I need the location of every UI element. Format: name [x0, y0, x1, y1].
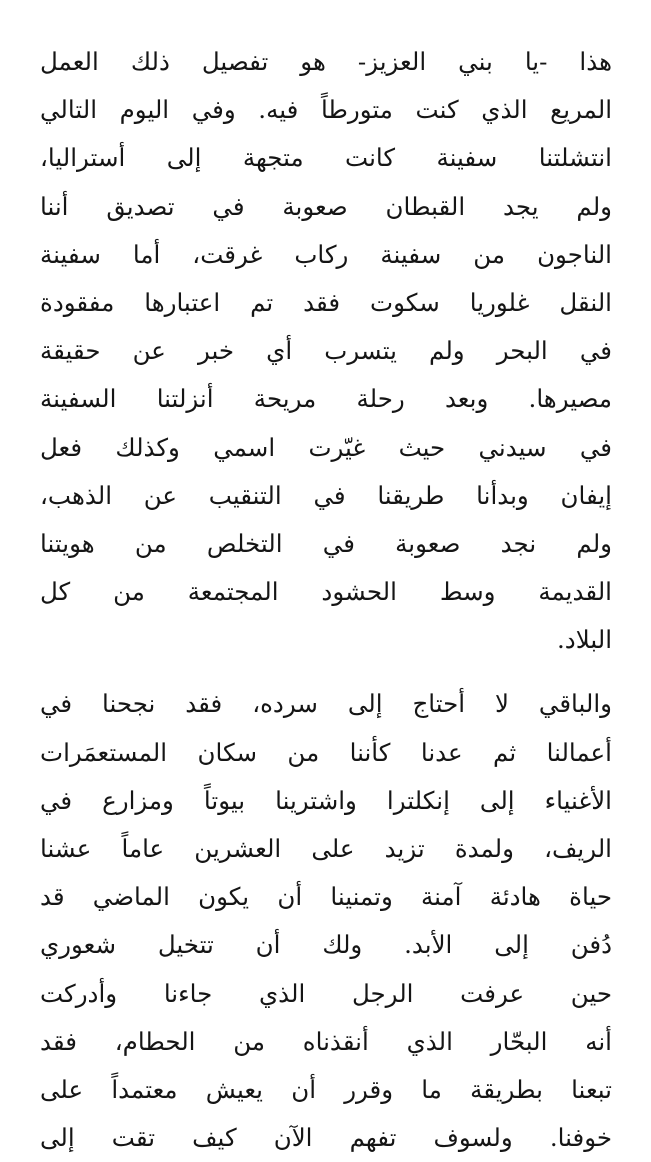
text-line: القديمة وسط الحشود المجتمعة من كل: [40, 577, 612, 607]
text-line: الأغنياء إلى إنكلترا واشترينا بيوتاً ومزارع في: [40, 785, 612, 815]
text-line: هذا -يا بني العزيز- هو تفصيل ذلك العمل: [40, 47, 612, 76]
text-line: أعمالنا ثم عدنا كأننا من سكان المستعمَرات: [40, 737, 612, 767]
text-line: حين عرفت الرجل الذي جاءنا وأدركت: [40, 978, 612, 1008]
paragraph-last-line: البلاد.: [557, 625, 612, 655]
text-line: أنه البحّار الذي أنقذناه من الحطام، فقد: [40, 1026, 612, 1056]
text-line: النقل غلوريا سكوت فقد تم اعتبارها مفقودة: [40, 287, 612, 317]
text-line: والباقي لا أحتاج إلى سرده، فقد نجحنا في: [40, 689, 612, 719]
text-line: الريف، ولمدة تزيد على العشرين عاماً عشنا: [40, 834, 612, 863]
text-line: خوفنا. ولسوف تفهم الآن كيف تقت إلى: [40, 1123, 612, 1153]
text-line: إيفان وبدأنا طريقنا في التنقيب عن الذهب،: [40, 480, 612, 510]
paragraph-2: [40, 680, 612, 1162]
text-line: الناجون من سفينة ركاب غرقت، أما سفينة: [40, 239, 612, 269]
text-line: ولم نجد صعوبة في التخلص من هويتنا: [40, 528, 612, 558]
text-line: انتشلتنا سفينة كانت متجهة إلى أستراليا،: [40, 143, 612, 173]
text-line: في البحر ولم يتسرب أي خبر عن حقيقة: [40, 336, 612, 366]
text-line: دُفن إلى الأبد. ولك أن تتخيل شعوري: [40, 930, 612, 960]
text-line: حياة هادئة آمنة وتمنينا أن يكون الماضي قد: [40, 882, 612, 912]
text-line: المريع الذي كنت متورطاً فيه. وفي اليوم التالي: [40, 95, 612, 125]
paragraph-1: [40, 38, 612, 664]
text-line: ولم يجد القبطان صعوبة في تصديق أننا: [40, 191, 612, 221]
text-column: [40, 38, 612, 1162]
paragraph-spacer: [40, 664, 612, 680]
text-line: مصيرها. وبعد رحلة مريحة أنزلتنا السفينة: [40, 384, 612, 414]
text-line: تبعنا بطريقة ما وقرر أن يعيش معتمداً على: [40, 1074, 612, 1104]
text-line: في سيدني حيث غيّرت اسمي وكذلك فعل: [40, 432, 612, 462]
